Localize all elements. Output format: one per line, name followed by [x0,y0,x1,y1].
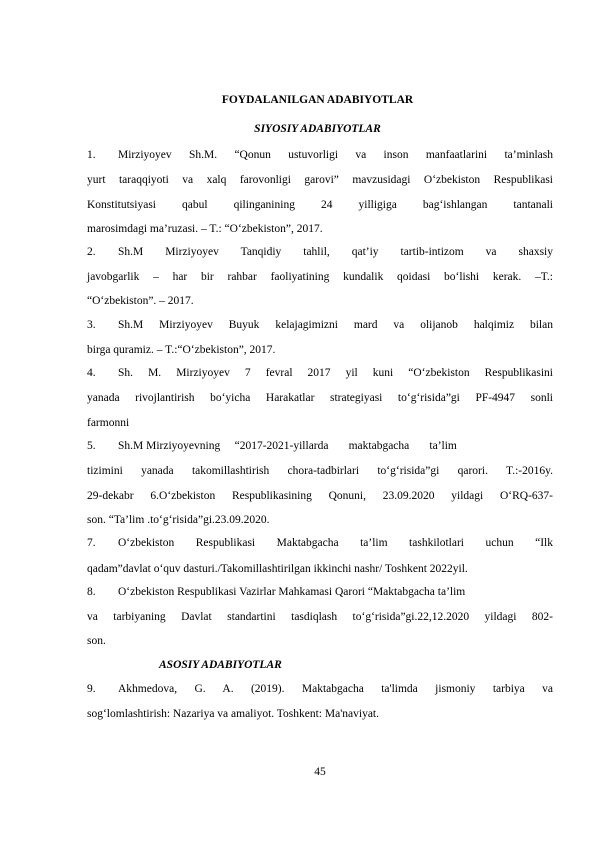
entry-line: Mirziyoyev Sh.M. “Qonun ustuvorligi va inson manfaatlarini ta’minlash [118,149,553,161]
entry-line: javobgarlik – har bir rahbar faoliyatining kundalik qoidasi bo‘lishi kerak. –T.: [87,271,553,283]
entry-line: marosimdagi ma’ruzasi. – T.: “O‘zbekiston”, 2017. [87,223,323,235]
page-heading: FOYDALANILGAN ADABIYOTLAR [221,94,414,106]
entry-number: 9. [87,683,96,695]
entry-line: O‘zbekiston Respublikasi Vazirlar Mahkamasi Qarori “Maktabgacha ta’lim [118,586,466,598]
section-heading-main: ASOSIY ADABIYOTLAR [159,659,282,671]
entry-number: 2. [87,246,96,258]
entry-line: Akhmedova, G. A. (2019). Maktabgacha ta'limda jismoniy tarbiya va [118,683,553,695]
entry-line: son. [87,635,106,647]
entry-line: Sh.M Mirziyoyevning “2017-2021-yillarda maktabgacha ta’lim [118,440,457,452]
entry-line: Sh.M Mirziyoyev Tanqidiy tahlil, qat’iy tartib-intizom va shaxsiy [118,246,553,258]
entry-line: birga quramiz. – T.:“O‘zbekiston”, 2017. [87,344,276,356]
section-heading-political: SIYOSIY ADABIYOTLAR [254,123,381,135]
page-number: 45 [314,766,326,778]
entry-number: 7. [87,537,96,549]
entry-number: 5. [87,440,96,452]
entry-line: Sh.M Mirziyoyev Buyuk kelajagimizni mard va olijanob halqimiz bilan [118,319,553,331]
entry-line: farmonni [87,417,130,429]
entry-number: 4. [87,367,96,379]
entry-line: va tarbiyaning Davlat standartini tasdiqlash to‘g‘risida”gi.22,12.2020 yildagi 802- [87,611,553,623]
entry-line: yurt taraqqiyoti va xalq farovonligi garovi” mavzusidagi O‘zbekiston Respublikasi [87,174,553,186]
entry-number: 8. [87,586,96,598]
entry-line: 29-dekabr 6.O‘zbekiston Respublikasining Qonuni, 23.09.2020 yildagi O‘RQ-637- [87,490,553,502]
entry-line: son. “Ta’lim .to‘g‘risida”gi.23.09.2020. [87,514,270,526]
entry-line: Konstitutsiyasi qabul qilinganining 24 yilligiga bag‘ishlangan tantanali [87,199,553,211]
entry-line: “O‘zbekiston”. – 2017. [87,295,194,307]
entry-line: sog‘lomlashtirish: Nazariya va amaliyot. Toshkent: Ma'naviyat. [87,708,380,720]
entry-line: O‘zbekiston Respublikasi Maktabgacha ta’lim tashkilotlari uchun “Ilk [118,537,553,549]
entry-line: qadam”davlat o‘quv dasturi./Takomillashtirilgan ikkinchi nashr/ Toshkent 2022yil. [87,563,468,575]
entry-number: 1. [87,149,96,161]
entry-number: 3. [87,319,96,331]
entry-line: tizimini yanada takomillashtirish chora-tadbirlari to‘g‘risida”gi qarori. T.:-2016y. [87,465,553,477]
entry-line: yanada rivojlantirish bo‘yicha Harakatlar strategiyasi to‘g‘risida”gi PF-4947 sonli [87,392,553,404]
entry-line: Sh. M. Mirziyoyev 7 fevral 2017 yil kuni “O‘zbekiston Respublikasini [118,367,553,379]
